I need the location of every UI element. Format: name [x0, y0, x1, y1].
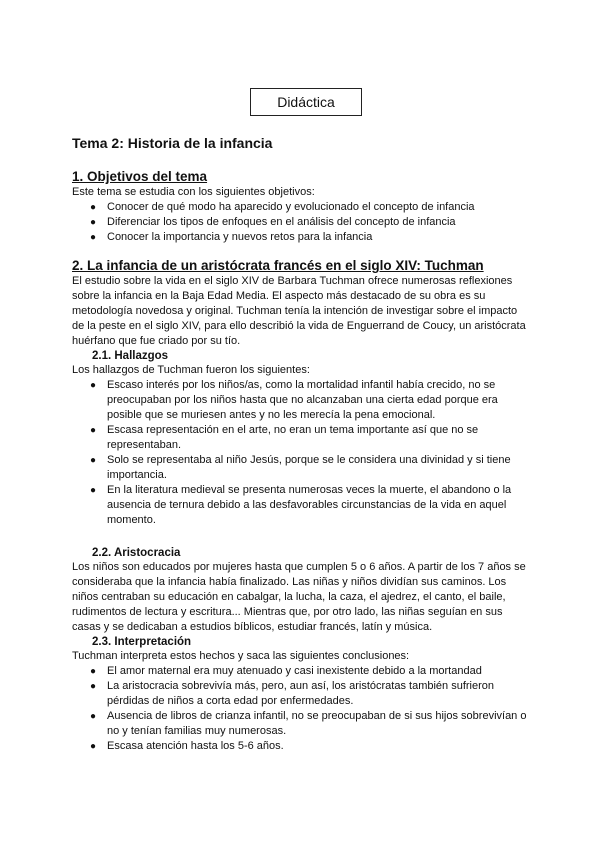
list-item: ● En la literatura medieval se presenta numerosas veces la muerte, el abandono o la ausencia de ternura debido a las desfavorables circunstancias de la vida en aquel momento.: [90, 484, 512, 526]
bullet-icon: ●: [90, 202, 97, 213]
subsection-aristocracia-heading: 2.2. Aristocracia: [92, 547, 181, 559]
bullet-icon: ●: [90, 217, 97, 228]
section2-heading: 2. La infancia de un aristócrata francés en el siglo XIV: Tuchman: [72, 258, 484, 273]
list-item: ● Escasa representación en el arte, no eran un tema importante así que no se representaban.: [90, 424, 479, 451]
document-title: Didáctica: [277, 94, 335, 110]
bullet-icon: ●: [90, 232, 97, 243]
bullet-icon: ●: [90, 741, 97, 752]
document-body: [72, 136, 530, 754]
bullet-icon: ●: [90, 380, 97, 391]
list-item: ● Solo se representaba al niño Jesús, porque se le considera una divinidad y si tiene importancia.: [90, 454, 511, 481]
bullet-icon: ●: [90, 681, 97, 692]
bullet-icon: ●: [90, 455, 97, 466]
list-item: ● Conocer la importancia y nuevos retos para la infancia: [90, 231, 373, 243]
list-item: ● Diferenciar los tipos de enfoques en el análisis del concepto de infancia: [90, 216, 456, 228]
subsection-hallazgos-intro: Los hallazgos de Tuchman fueron los siguientes:: [72, 364, 310, 376]
section1-intro: Este tema se estudia con los siguientes objetivos:: [72, 186, 315, 198]
section1-list: [72, 200, 530, 245]
subsection-interpretacion-intro: Tuchman interpreta estos hechos y saca las siguientes conclusiones:: [72, 650, 410, 662]
list-item: ● Escaso interés por los niños/as, como la mortalidad infantil había crecido, no se preocupaban por los niños hasta que no alcanzaban una cierta edad porque era posible que se muriesen antes y no les merecía la pena emocional.: [90, 379, 498, 421]
subsection-interpretacion-heading: 2.3. Interpretación: [92, 636, 192, 648]
list-item: ● Ausencia de libros de crianza infantil, no se preocupaban de si sus hijos sobrevivían o no y tenían familias muy numerosas.: [90, 710, 527, 737]
interpretacion-list: [72, 664, 530, 754]
subsection-hallazgos-heading: 2.1. Hallazgos: [92, 350, 169, 362]
subsection-aristocracia-paragraph: Los niños son educados por mujeres hasta que cumplen 5 o 6 años. A partir de los 7 años se consideraba que la infancia había finalizado. Las niñas y niños dividían sus caminos. Los niños centraban su educación en cabalgar, la lucha, la caza, el ajedrez, el canto, el baile, rudimentos de lectura y escritura... Mientras que, por otro lado, las niñas seguían en sus casas y se dedicaban a estudios bíblicos, estudiar francés, latín y música.: [72, 561, 526, 633]
hallazgos-list: [72, 378, 530, 528]
bullet-icon: ●: [90, 485, 97, 496]
tema-title: Tema 2: Historia de la infancia: [72, 135, 273, 151]
section1-heading: 1. Objetivos del tema: [72, 169, 208, 184]
bullet-icon: ●: [90, 666, 97, 677]
list-item: ● Conocer de qué modo ha aparecido y evolucionado el concepto de infancia: [90, 201, 475, 213]
list-item: ● El amor maternal era muy atenuado y casi inexistente debido a la mortandad: [90, 665, 482, 677]
section2-paragraph: El estudio sobre la vida en el siglo XIV de Barbara Tuchman ofrece numerosas reflexiones sobre la infancia en la Baja Edad Media. El aspecto más destacado de su obra es su metodología novedosa y original. Tuchman tenía la intención de investigar sobre el impacto de la peste en el siglo XIV, para ello describió la vida de Enguerrand de Coucy, un aristócrata huérfano que fue criado por su tío.: [72, 275, 526, 347]
document-title-box: [250, 88, 362, 116]
list-item: ● La aristocracia sobrevivía más, pero, aun así, los aristócratas también sufrieron pérdidas de niños a corta edad por enfermedades.: [90, 680, 495, 707]
bullet-icon: ●: [90, 425, 97, 436]
list-item: ● Escasa atención hasta los 5-6 años.: [90, 740, 284, 752]
bullet-icon: ●: [90, 711, 97, 722]
